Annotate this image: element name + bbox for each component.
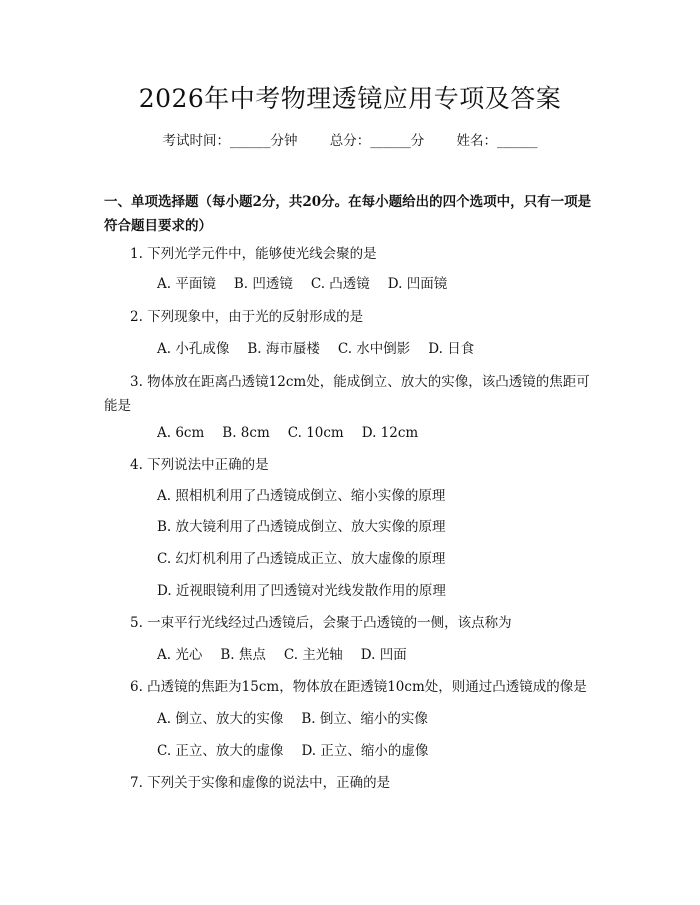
exam-time-field: 考试时间：______分钟	[162, 133, 298, 149]
option-c: C. 凸透镜	[310, 276, 370, 292]
page-title: 2026年中考物理透镜应用专项及答案	[138, 84, 562, 113]
option-a: A. 平面镜	[157, 276, 216, 292]
option-a: A. 6cm	[157, 425, 205, 441]
question-3-stem: 3. 物体放在距离凸透镜12cm处，能成倒立、放大的实像，该凸透镜的焦距可	[130, 374, 590, 390]
section-heading: 一、单项选择题（每小题2分，共20分。在每小题给出的四个选项中，只有一项是符合题目要求的）	[104, 194, 592, 234]
question-4-option-a: A. 照相机利用了凸透镜成倒立、缩小实像的原理	[157, 488, 446, 504]
student-name-field: 姓名：______	[456, 133, 538, 149]
question-1: 1. 下列光学元件中，能够使光线会聚的是	[130, 246, 377, 262]
question-7: 7. 下列关于实像和虚像的说法中，正确的是	[130, 775, 391, 791]
option-d: D. 12cm	[361, 425, 419, 441]
option-a: A. 小孔成像	[157, 341, 230, 357]
option-b: B. 8cm	[222, 425, 270, 441]
question-6-options-row-1	[157, 707, 446, 731]
question-4-option-d: D. 近视眼镜利用了凹透镜对光线发散作用的原理	[157, 583, 446, 599]
question-4-option-c: C. 幻灯机利用了凸透镜成正立、放大虚像的原理	[157, 551, 446, 567]
question-2: 2. 下列现象中，由于光的反射形成的是	[130, 309, 364, 325]
option-a: A. 倒立、放大的实像	[157, 711, 284, 727]
question-3-options	[157, 421, 436, 445]
option-c: C. 水中倒影	[337, 341, 411, 357]
question-2-options	[157, 337, 492, 361]
option-d: D. 日食	[428, 341, 475, 357]
option-c: C. 10cm	[287, 425, 344, 441]
question-4-option-b: B. 放大镜利用了凸透镜成倒立、放大实像的原理	[157, 519, 446, 535]
option-a: A. 光心	[157, 647, 203, 663]
option-d: D. 正立、缩小的虚像	[301, 743, 429, 759]
question-3	[104, 370, 600, 418]
option-d: D. 凹面	[360, 647, 407, 663]
option-b: B. 海市蜃楼	[247, 341, 320, 357]
total-score-field: 总分：______分	[329, 133, 425, 149]
question-3-stem-continued: 能是	[104, 398, 131, 414]
option-b: B. 倒立、缩小的实像	[301, 711, 428, 727]
question-6: 6. 凸透镜的焦距为15cm，物体放在距透镜10cm处，则通过凸透镜成的像是	[130, 679, 587, 695]
option-c: C. 正立、放大的虚像	[157, 743, 284, 759]
option-b: B. 焦点	[220, 647, 266, 663]
option-b: B. 凹透镜	[233, 276, 293, 292]
exam-info	[0, 132, 700, 150]
question-6-options-row-2	[157, 739, 446, 763]
question-1-options	[157, 272, 465, 296]
option-c: C. 主光轴	[283, 647, 343, 663]
question-5: 5. 一束平行光线经过凸透镜后，会聚于凸透镜的一侧，该点称为	[130, 615, 512, 631]
question-5-options	[157, 643, 425, 667]
question-4: 4. 下列说法中正确的是	[130, 457, 269, 473]
option-d: D. 凹面镜	[387, 276, 448, 292]
